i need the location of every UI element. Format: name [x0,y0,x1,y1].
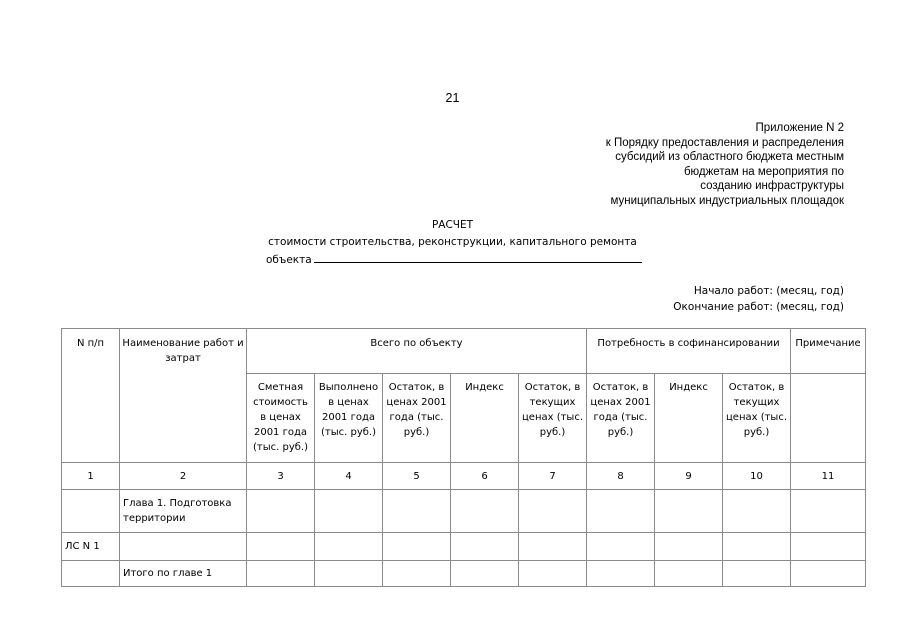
appendix-line: субсидий из областного бюджета местным [615,151,844,164]
work-dates [673,283,844,315]
table-cell [451,561,519,587]
table-cell [655,533,723,561]
table-cell [791,561,866,587]
table-cell [791,533,866,561]
column-number: 9 [655,463,723,490]
table-row [62,490,866,533]
column-number: 1 [62,463,120,490]
subheader-cofin-remain-current: Остаток, в текущих ценах (тыс. руб.) [723,374,791,463]
subheader-estimate-2001: Сметная стоимость в ценах 2001 года (тыс. руб.) [247,374,315,463]
table-cell [723,561,791,587]
appendix-line: бюджетам на мероприятия по [683,165,844,178]
row-name: Итого по главе 1 [120,561,247,587]
subheader-done-2001: Выполнено в ценах 2001 года (тыс. руб.) [315,374,383,463]
table-cell [723,533,791,561]
table-cell [383,533,451,561]
table-cell [519,561,587,587]
column-number: 2 [120,463,247,490]
header-cofinancing-group: Потребность в софинансировании [587,329,791,374]
subheader-index: Индекс [451,374,519,463]
table-cell [587,490,655,533]
table-row [62,561,866,587]
subheader-note-empty [791,374,866,463]
table-cell [791,490,866,533]
table-cell [247,561,315,587]
appendix-line: муниципальных индустриальных площадок [610,194,844,207]
table-cell [383,490,451,533]
subheader-cofin-remain-2001: Остаток, в ценах 2001 года (тыс. руб.) [587,374,655,463]
object-blank-line [314,253,642,263]
row-num [62,490,120,533]
end-date-label: Окончание работ: (месяц, год) [673,301,844,313]
start-date-label: Начало работ: (месяц, год) [693,285,844,297]
table-cell [315,561,383,587]
table-cell [451,490,519,533]
table-cell [587,533,655,561]
table-cell [655,561,723,587]
subheader-cofin-index: Индекс [655,374,723,463]
table-cell [315,533,383,561]
header-note: Примечание [791,329,866,374]
cost-table [61,328,866,587]
table-cell [451,533,519,561]
column-number: 8 [587,463,655,490]
header-name: Наименование работ и затрат [120,329,247,463]
table-cell [519,490,587,533]
appendix-line: Приложение N 2 [755,122,844,134]
document-subtitle: стоимости строительства, реконструкции, капитального ремонта [268,236,637,248]
page-number: 21 [445,91,460,105]
subheader-remain-current: Остаток, в текущих ценах (тыс. руб.) [519,374,587,463]
table-cell [723,490,791,533]
table-cell [247,490,315,533]
object-field [266,253,642,266]
table-cell [655,490,723,533]
appendix-line: созданию инфраструктуры [700,180,844,193]
table-cell [587,561,655,587]
subheader-remain-2001: Остаток, в ценах 2001 года (тыс. руб.) [383,374,451,463]
row-name [120,533,247,561]
column-number: 4 [315,463,383,490]
appendix-block [606,121,844,209]
column-number: 3 [247,463,315,490]
object-label: объекта [266,254,312,266]
table-cell [519,533,587,561]
document-title: РАСЧЕТ [431,219,474,231]
table-cell [383,561,451,587]
header-total-group: Всего по объекту [247,329,587,374]
table-cell [247,533,315,561]
row-name: Глава 1. Подготовка территории [120,490,247,533]
column-number: 10 [723,463,791,490]
column-number: 7 [519,463,587,490]
column-number: 11 [791,463,866,490]
table-cell [315,490,383,533]
column-number: 5 [383,463,451,490]
row-num [62,561,120,587]
row-num: ЛС N 1 [62,533,120,561]
appendix-line: к Порядку предоставления и распределения [605,136,844,149]
table-row [62,533,866,561]
header-num: N п/п [62,329,120,463]
column-number: 6 [451,463,519,490]
